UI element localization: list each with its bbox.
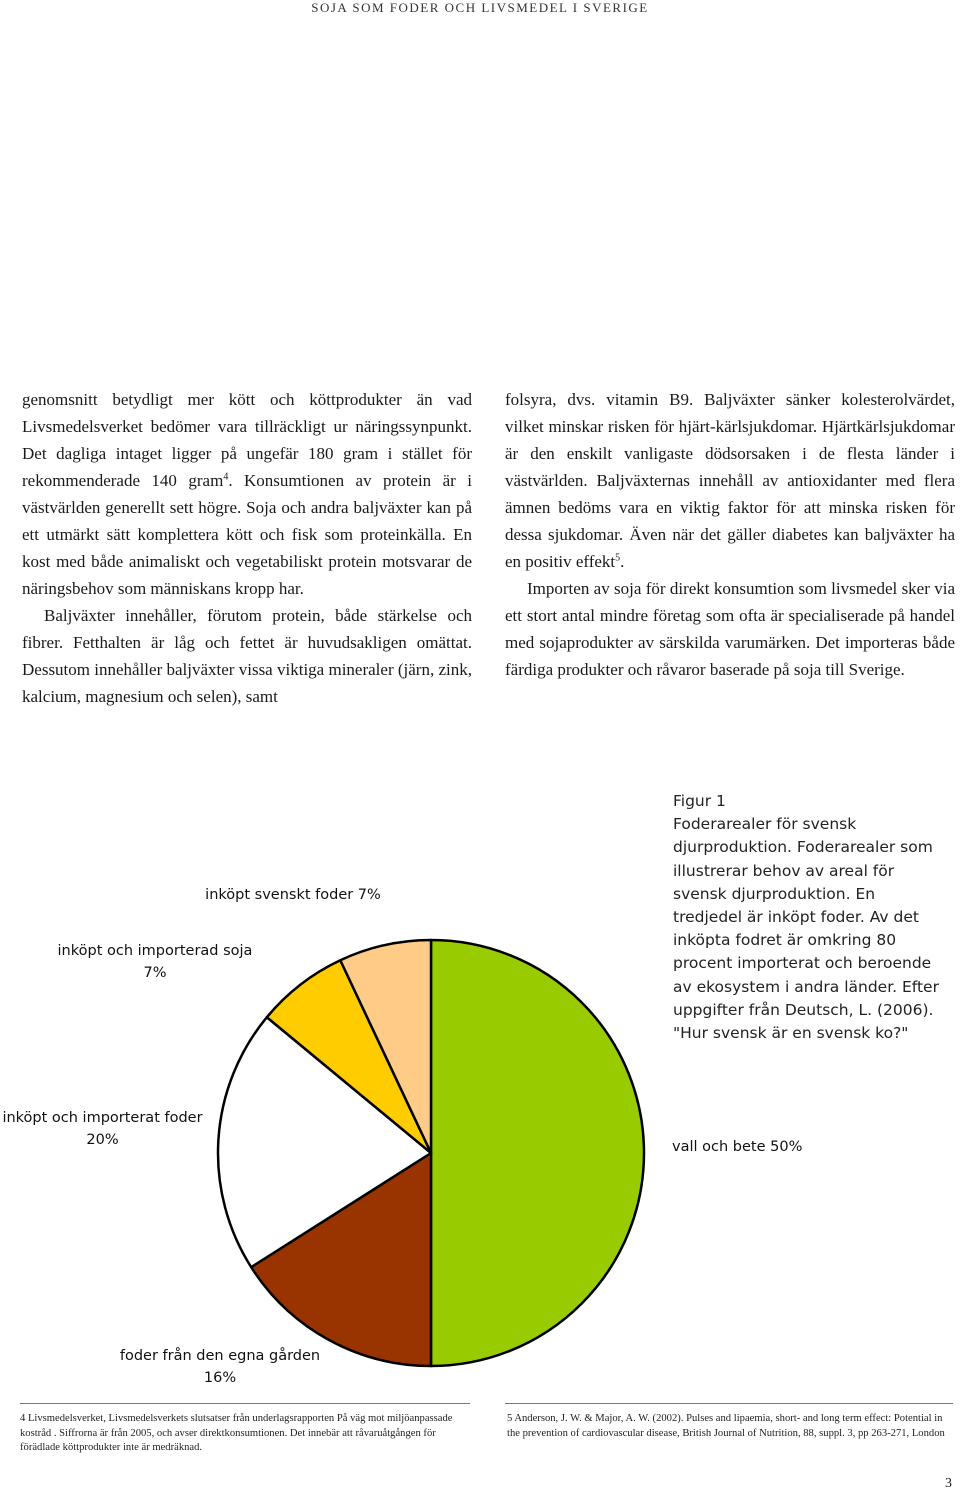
paragraph: genomsnitt betydligt mer kött och köttprodukter än vad Livsmedelsverket bedömer vara tillräckligt ur näringssynpunkt. Det dagliga intaget ligger på ungefär 180 gram i stället för rekommenderade 140 gram$^4$. Konsumtionen av protein är i västvärlden generellt sett högre. Soja och andra baljväxter kan på ett utmärkt sätt komplettera kött och fisk som proteinkälla. En kost med både animaliskt och vegetabiliskt protein motsvarar de näringsbehov som människans kropp har. <box>22 390 472 598</box>
pie-slice-0 <box>431 940 644 1366</box>
footnote-5: 5 Anderson, J. W. & Major, A. W. (2002). Pulses and lipaemia, short- and long term effect: Potential in the prevention of cardiovascular disease, British Journal of Nutrition, 88, suppl. 3, pp 263-271, London <box>507 1413 945 1439</box>
pie-label-vall: vall och bete 50% <box>672 1139 803 1155</box>
paragraph: folsyra, dvs. vitamin B9. Baljväxter sänker kolesterolvärdet, vilket minskar risken för hjärt-kärlsjukdomar. Hjärtkärlsjukdomar är den enskilt vanligaste dödsorsaken i de flesta länder i västvärlden. Baljväxternas innehåll av antioxidanter med flera ämnen bedöms vara en viktig faktor för att minska risken för dessa sjukdomar. Även när det gäller diabetes kan baljväxter ha en positiv effekt$^5$. <box>505 390 955 571</box>
pie-label-soja: inköpt och importerad soja 7% <box>57 943 253 981</box>
pie-label-egen: foder från den egna gården 16% <box>119 1348 321 1386</box>
pie-label-importerat: inköpt och importerat foder 20% <box>2 1110 203 1148</box>
footnote-rule <box>20 1403 470 1404</box>
running-head: SOJA SOM FODER OCH LIVSMEDEL I SVERIGE <box>311 0 649 15</box>
paragraph: Importen av soja för direkt konsumtion som livsmedel sker via ett stort antal mindre företag som ofta är specialiserade på handel med sojaprodukter av särskilda varumärken. Det importeras både färdiga produkter och råvaror baserade på soja till Sverige. <box>505 579 955 679</box>
paragraph: Baljväxter innehåller, förutom protein, både stärkelse och fibrer. Fetthalten är låg och fettet är huvudsakligen omättat. Dessutom innehåller baljväxter vissa viktiga mineraler (järn, zink, kalcium, magnesium och selen), samt <box>22 606 472 706</box>
figure-caption <box>673 790 945 1045</box>
footnote-ref[interactable]: 5 <box>615 552 621 564</box>
pie-label-svenskt: inköpt svenskt foder 7% <box>205 887 381 903</box>
page-number: 3 <box>945 1476 952 1491</box>
figure-caption-text: Foderarealer för svensk djurproduktion. Foderarealer som illustrerar behov av areal för svensk djurproduktion. En tredjedel är inköpt foder. Av det inköpta fodret är omkring 80 procent importerat och beroende av ekosystem i andra länder. Efter uppgifter från Deutsch, L. (2006). "Hur svensk är en svensk ko?" <box>673 815 939 1043</box>
footnote-rule <box>505 1403 953 1404</box>
footnote-4: 4 Livsmedelsverket, Livsmedelsverkets slutsatser från underlagsrapporten På väg mot miljöanpassade kostråd . Siffrorna är från 2005, och avser direktkonsumtionen. Det innebär att råvaruåtgången för förädlade köttprodukter inte är medräknad. <box>20 1413 453 1453</box>
figure-label: Figur 1 <box>673 792 726 810</box>
footnote-ref[interactable]: 4 <box>223 471 229 483</box>
